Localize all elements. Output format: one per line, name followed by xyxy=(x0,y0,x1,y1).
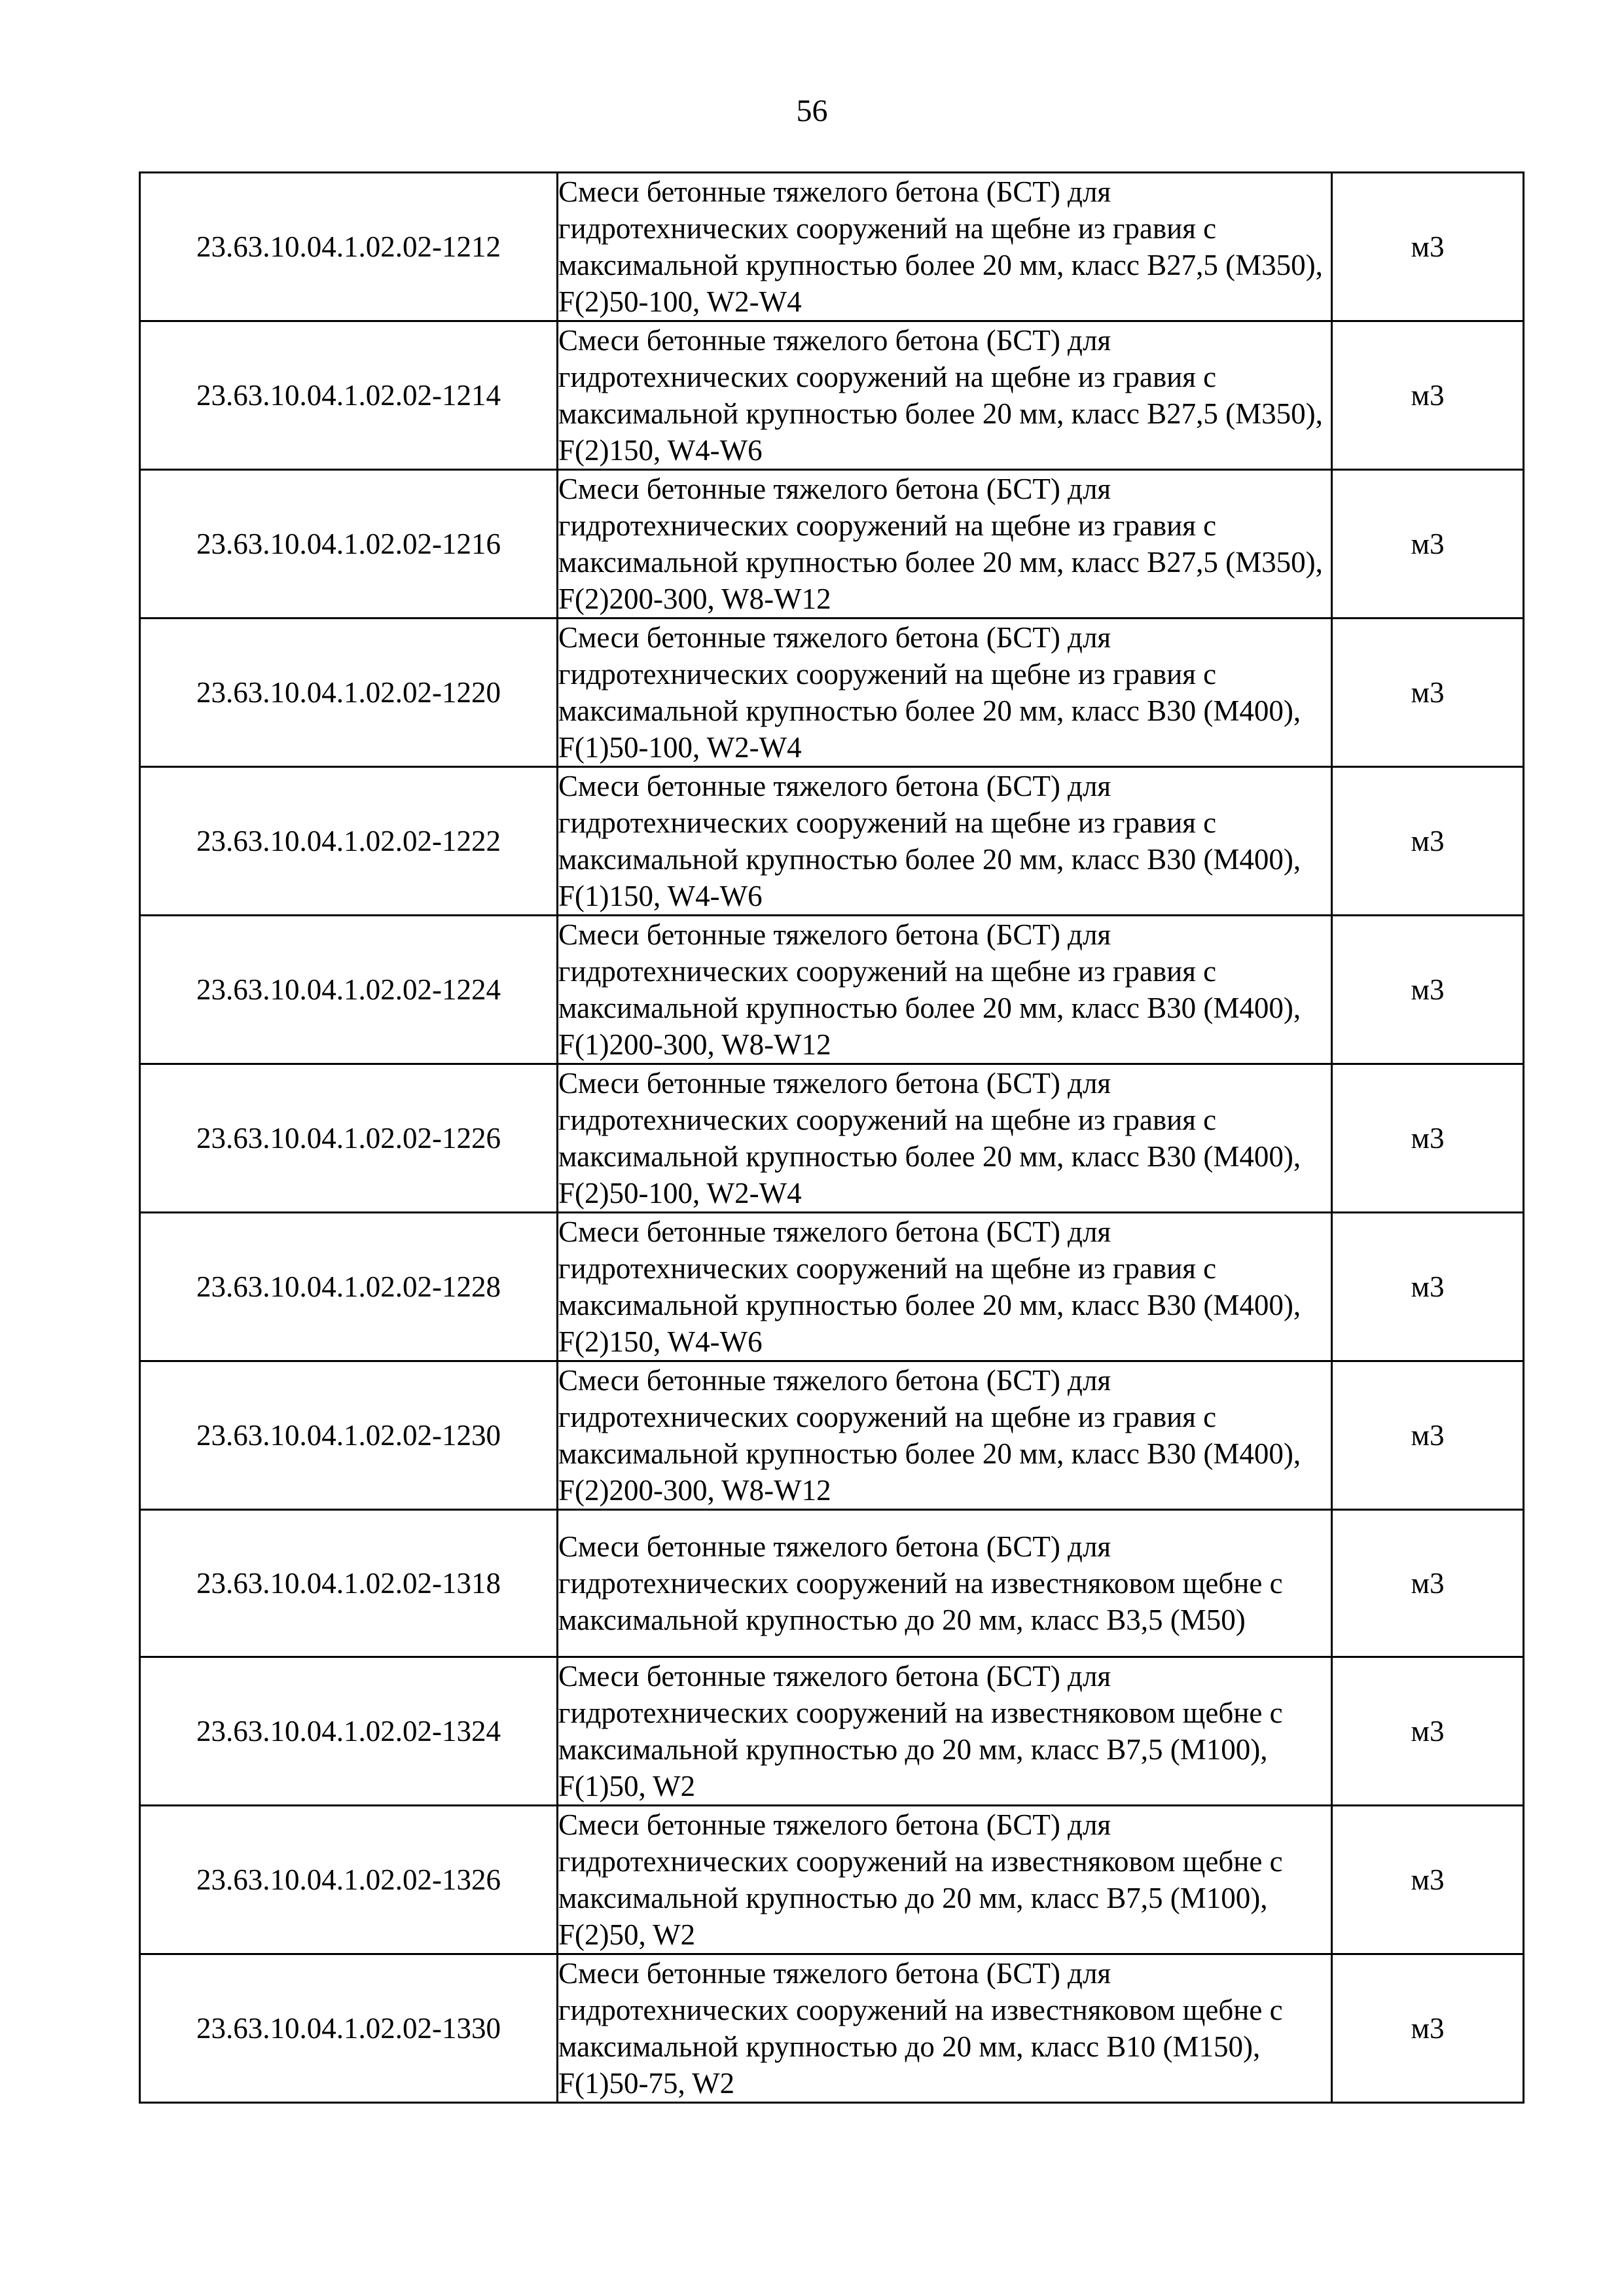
table-row xyxy=(140,470,1524,619)
resource-code: 23.63.10.04.1.02.02-1324 xyxy=(140,1657,558,1806)
resource-code: 23.63.10.04.1.02.02-1216 xyxy=(140,470,558,619)
unit-of-measure: м3 xyxy=(1332,1657,1524,1806)
resource-code: 23.63.10.04.1.02.02-1224 xyxy=(140,916,558,1064)
table-row xyxy=(140,1361,1524,1510)
resource-description: Смеси бетонные тяжелого бетона (БСТ) для гидротехнических сооружений на известняковом щебне с максимальной крупностью до 20 мм, класс В7,5 (М100), F(2)50, W2 xyxy=(558,1806,1332,1954)
resource-code: 23.63.10.04.1.02.02-1214 xyxy=(140,321,558,470)
resource-description: Смеси бетонные тяжелого бетона (БСТ) для гидротехнических сооружений на известняковом щебне с максимальной крупностью до 20 мм, класс В10 (М150), F(1)50-75, W2 xyxy=(558,1954,1332,2103)
unit-of-measure: м3 xyxy=(1332,173,1524,321)
resource-description: Смеси бетонные тяжелого бетона (БСТ) для гидротехнических сооружений на щебне из гравия с максимальной крупностью более 20 мм, класс В27,5 (М350), F(2)50-100, W2-W4 xyxy=(558,173,1332,321)
resource-description: Смеси бетонные тяжелого бетона (БСТ) для гидротехнических сооружений на щебне из гравия с максимальной крупностью более 20 мм, класс В30 (М400), F(1)50-100, W2-W4 xyxy=(558,619,1332,767)
table-body xyxy=(140,173,1524,2103)
resource-code: 23.63.10.04.1.02.02-1212 xyxy=(140,173,558,321)
table-row xyxy=(140,767,1524,916)
resource-code: 23.63.10.04.1.02.02-1330 xyxy=(140,1954,558,2103)
table-row xyxy=(140,916,1524,1064)
unit-of-measure: м3 xyxy=(1332,767,1524,916)
resource-description: Смеси бетонные тяжелого бетона (БСТ) для гидротехнических сооружений на известняковом щебне с максимальной крупностью до 20 мм, класс В7,5 (М100), F(1)50, W2 xyxy=(558,1657,1332,1806)
table-row xyxy=(140,1064,1524,1213)
unit-of-measure: м3 xyxy=(1332,1361,1524,1510)
page-number: 56 xyxy=(796,94,828,128)
resource-description: Смеси бетонные тяжелого бетона (БСТ) для гидротехнических сооружений на известняковом щебне с максимальной крупностью до 20 мм, класс В3,5 (М50) xyxy=(558,1510,1332,1657)
table-row xyxy=(140,1806,1524,1954)
table-row xyxy=(140,1657,1524,1806)
resource-description: Смеси бетонные тяжелого бетона (БСТ) для гидротехнических сооружений на щебне из гравия с максимальной крупностью более 20 мм, класс В30 (М400), F(2)150, W4-W6 xyxy=(558,1213,1332,1361)
resource-code: 23.63.10.04.1.02.02-1228 xyxy=(140,1213,558,1361)
resource-description: Смеси бетонные тяжелого бетона (БСТ) для гидротехнических сооружений на щебне из гравия с максимальной крупностью более 20 мм, класс В30 (М400), F(1)150, W4-W6 xyxy=(558,767,1332,916)
resource-description: Смеси бетонные тяжелого бетона (БСТ) для гидротехнических сооружений на щебне из гравия с максимальной крупностью более 20 мм, класс В30 (М400), F(2)50-100, W2-W4 xyxy=(558,1064,1332,1213)
resource-code: 23.63.10.04.1.02.02-1226 xyxy=(140,1064,558,1213)
unit-of-measure: м3 xyxy=(1332,470,1524,619)
resource-code: 23.63.10.04.1.02.02-1318 xyxy=(140,1510,558,1657)
unit-of-measure: м3 xyxy=(1332,1954,1524,2103)
resource-description: Смеси бетонные тяжелого бетона (БСТ) для гидротехнических сооружений на щебне из гравия с максимальной крупностью более 20 мм, класс В27,5 (М350), F(2)200-300, W8-W12 xyxy=(558,470,1332,619)
resource-code: 23.63.10.04.1.02.02-1220 xyxy=(140,619,558,767)
unit-of-measure: м3 xyxy=(1332,1510,1524,1657)
resource-code: 23.63.10.04.1.02.02-1222 xyxy=(140,767,558,916)
unit-of-measure: м3 xyxy=(1332,916,1524,1064)
table-row xyxy=(140,321,1524,470)
resource-code: 23.63.10.04.1.02.02-1230 xyxy=(140,1361,558,1510)
table-row xyxy=(140,619,1524,767)
unit-of-measure: м3 xyxy=(1332,1064,1524,1213)
resource-description: Смеси бетонные тяжелого бетона (БСТ) для гидротехнических сооружений на щебне из гравия с максимальной крупностью более 20 мм, класс В30 (М400), F(2)200-300, W8-W12 xyxy=(558,1361,1332,1510)
resource-code: 23.63.10.04.1.02.02-1326 xyxy=(140,1806,558,1954)
materials-table xyxy=(139,171,1525,2104)
unit-of-measure: м3 xyxy=(1332,1806,1524,1954)
table-row xyxy=(140,1510,1524,1657)
unit-of-measure: м3 xyxy=(1332,321,1524,470)
unit-of-measure: м3 xyxy=(1332,1213,1524,1361)
table-row xyxy=(140,173,1524,321)
resource-description: Смеси бетонные тяжелого бетона (БСТ) для гидротехнических сооружений на щебне из гравия с максимальной крупностью более 20 мм, класс В30 (М400), F(1)200-300, W8-W12 xyxy=(558,916,1332,1064)
resource-description: Смеси бетонные тяжелого бетона (БСТ) для гидротехнических сооружений на щебне из гравия с максимальной крупностью более 20 мм, класс В27,5 (М350), F(2)150, W4-W6 xyxy=(558,321,1332,470)
table-row xyxy=(140,1954,1524,2103)
unit-of-measure: м3 xyxy=(1332,619,1524,767)
table-row xyxy=(140,1213,1524,1361)
